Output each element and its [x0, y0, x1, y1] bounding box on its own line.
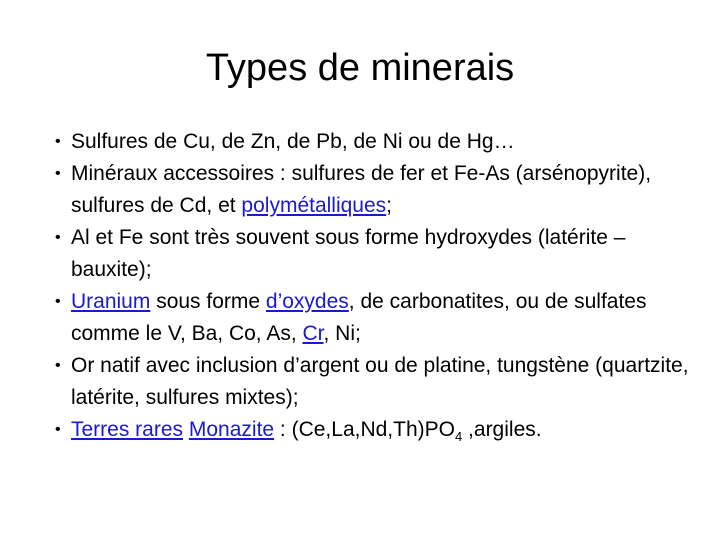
- link-uranium[interactable]: Uranium: [71, 290, 151, 313]
- bullet-dot-icon: •: [55, 421, 61, 438]
- bullet-dot-icon: •: [55, 133, 61, 150]
- bullet-text: Minéraux accessoires : sulfures de fer et Fe-As (arsénopyrite), sulfures de Cd, et: [71, 162, 652, 217]
- bullet-item: [56, 414, 706, 446]
- subscript: 4: [454, 429, 463, 445]
- bullet-text: sous forme: [150, 290, 266, 313]
- link-monazite[interactable]: Monazite: [188, 418, 275, 441]
- bullet-item: [56, 158, 706, 222]
- link-terres-rares[interactable]: Terres rares: [71, 418, 184, 441]
- bullet-text: , Ni;: [323, 322, 361, 345]
- bullet-dot-icon: •: [55, 357, 61, 374]
- bullet-item: [56, 350, 706, 414]
- bullet-text: Al et Fe sont très souvent sous forme hydroxydes (latérite – bauxite);: [71, 226, 626, 281]
- bullet-dot-icon: •: [55, 165, 61, 182]
- bullet-text: ,argiles.: [462, 418, 542, 441]
- bullet-dot-icon: •: [55, 293, 61, 310]
- link-polymetalliques[interactable]: polymétalliques: [241, 194, 387, 217]
- bullet-dot-icon: •: [55, 229, 61, 246]
- bullet-item: [56, 126, 706, 158]
- bullet-text: Sulfures de Cu, de Zn, de Pb, de Ni ou de Hg…: [71, 130, 515, 153]
- bullet-item: [56, 222, 706, 286]
- link-oxydes[interactable]: d’oxydes: [265, 290, 349, 313]
- bullet-text: , de carbonatites, ou de sulfates comme le V, Ba, Co, As,: [71, 290, 647, 345]
- bullet-text: Or natif avec inclusion d’argent ou de platine, tungstène (quartzite, latérite, sulfures mixtes);: [71, 354, 689, 409]
- slide-title: Types de minerais: [205, 47, 515, 89]
- bullet-text: : (Ce,La,Nd,Th)PO: [274, 418, 455, 441]
- bullet-list: [56, 126, 706, 446]
- link-cr[interactable]: Cr: [302, 322, 324, 345]
- bullet-item: [56, 286, 706, 350]
- bullet-text: ;: [386, 194, 393, 217]
